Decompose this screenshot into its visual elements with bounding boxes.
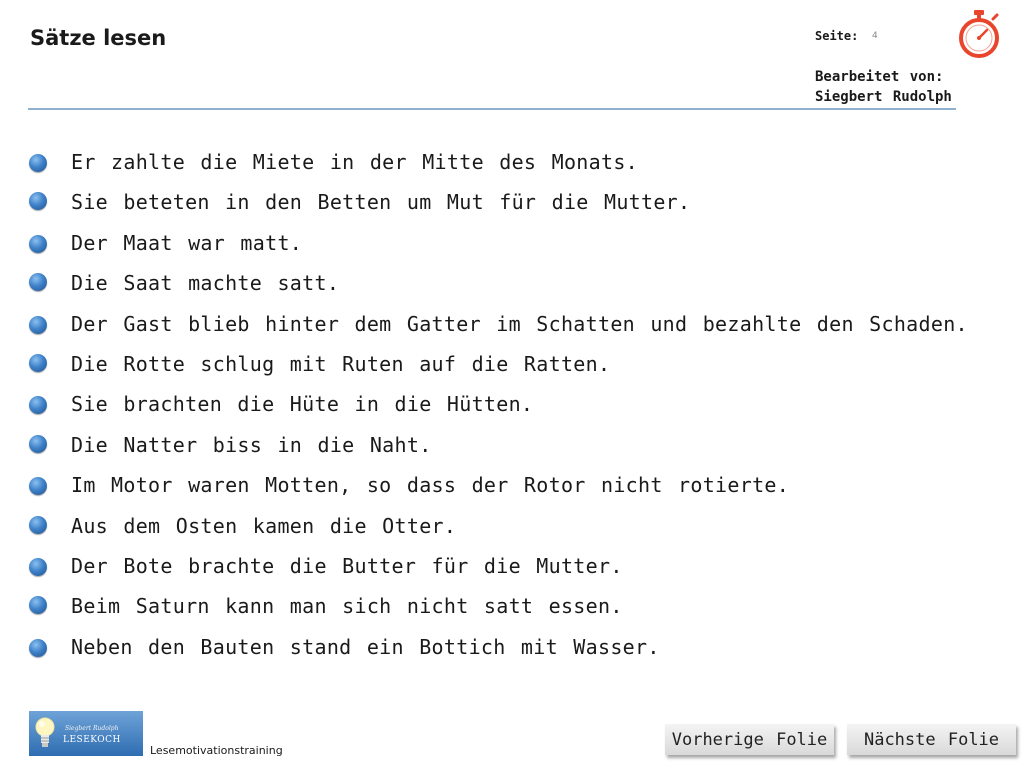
page-label: Seite: [815,29,859,43]
sentence-text: Aus dem Osten kamen die Otter. [71,513,457,538]
bullet-icon [29,639,47,657]
lesekoch-logo [29,711,143,756]
sentence-item [0,586,1024,626]
sentence-text: Die Rotte schlug mit Ruten auf die Ratten. [71,351,611,376]
sentence-item [0,627,1024,667]
page-title: Sätze lesen [30,26,167,50]
sentence-text: Der Maat war matt. [71,230,303,255]
sentence-text: Die Natter biss in die Naht. [71,432,432,457]
bullet-icon [29,235,47,253]
next-slide-button[interactable]: Nächste Folie [847,724,1016,755]
editor-label: Bearbeitet von: [815,69,944,85]
bullet-icon [29,435,47,453]
page-number: 4 [872,31,878,41]
sentence-text: Die Saat machte satt. [71,271,340,296]
bullet-icon [29,596,47,614]
header-divider [28,108,956,110]
bullet-icon [29,354,47,372]
sentence-text: Sie brachten die Hüte in die Hütten. [71,392,534,417]
sentence-item [0,263,1024,303]
previous-slide-button[interactable]: Vorherige Folie [665,724,834,755]
sentence-item [0,304,1024,344]
sentence-text: Im Motor waren Motten, so dass der Rotor nicht rotierte. [71,473,790,498]
sentence-text: Beim Saturn kann man sich nicht satt essen. [71,594,623,619]
sentence-item [0,546,1024,586]
bullet-icon [29,273,47,291]
sentence-text: Sie beteten in den Betten um Mut für die Mutter. [71,190,691,215]
editor-name: Siegbert Rudolph [815,89,952,105]
sentence-item [0,465,1024,505]
bullet-icon [29,192,47,210]
bullet-icon [29,396,47,414]
sentence-text: Neben den Bauten stand ein Bottich mit Wasser. [71,634,660,659]
bullet-icon [29,316,47,334]
sentence-text: Der Gast blieb hinter dem Gatter im Schatten und bezahlte den Schaden. [71,311,968,336]
bullet-icon [29,558,47,576]
sentence-item [0,506,1024,546]
logo-author: Siegbert Rudolph [65,725,119,732]
bullet-icon [29,477,47,495]
logo-brand: LESEKOCH [63,735,121,745]
sentence-item [0,223,1024,263]
footer-label: Lesemotivationstraining [150,744,283,757]
sentence-item [0,384,1024,424]
sentence-item [0,142,1024,182]
sentence-list [0,142,1024,667]
sentence-item [0,425,1024,465]
sentence-item [0,344,1024,384]
sentence-item [0,182,1024,222]
stopwatch-icon [955,8,1003,60]
lightbulb-icon [34,715,56,751]
bullet-icon [29,516,47,534]
bullet-icon [29,154,47,172]
sentence-text: Der Bote brachte die Butter für die Mutter. [71,553,623,578]
sentence-text: Er zahlte die Miete in der Mitte des Monats. [71,150,639,174]
